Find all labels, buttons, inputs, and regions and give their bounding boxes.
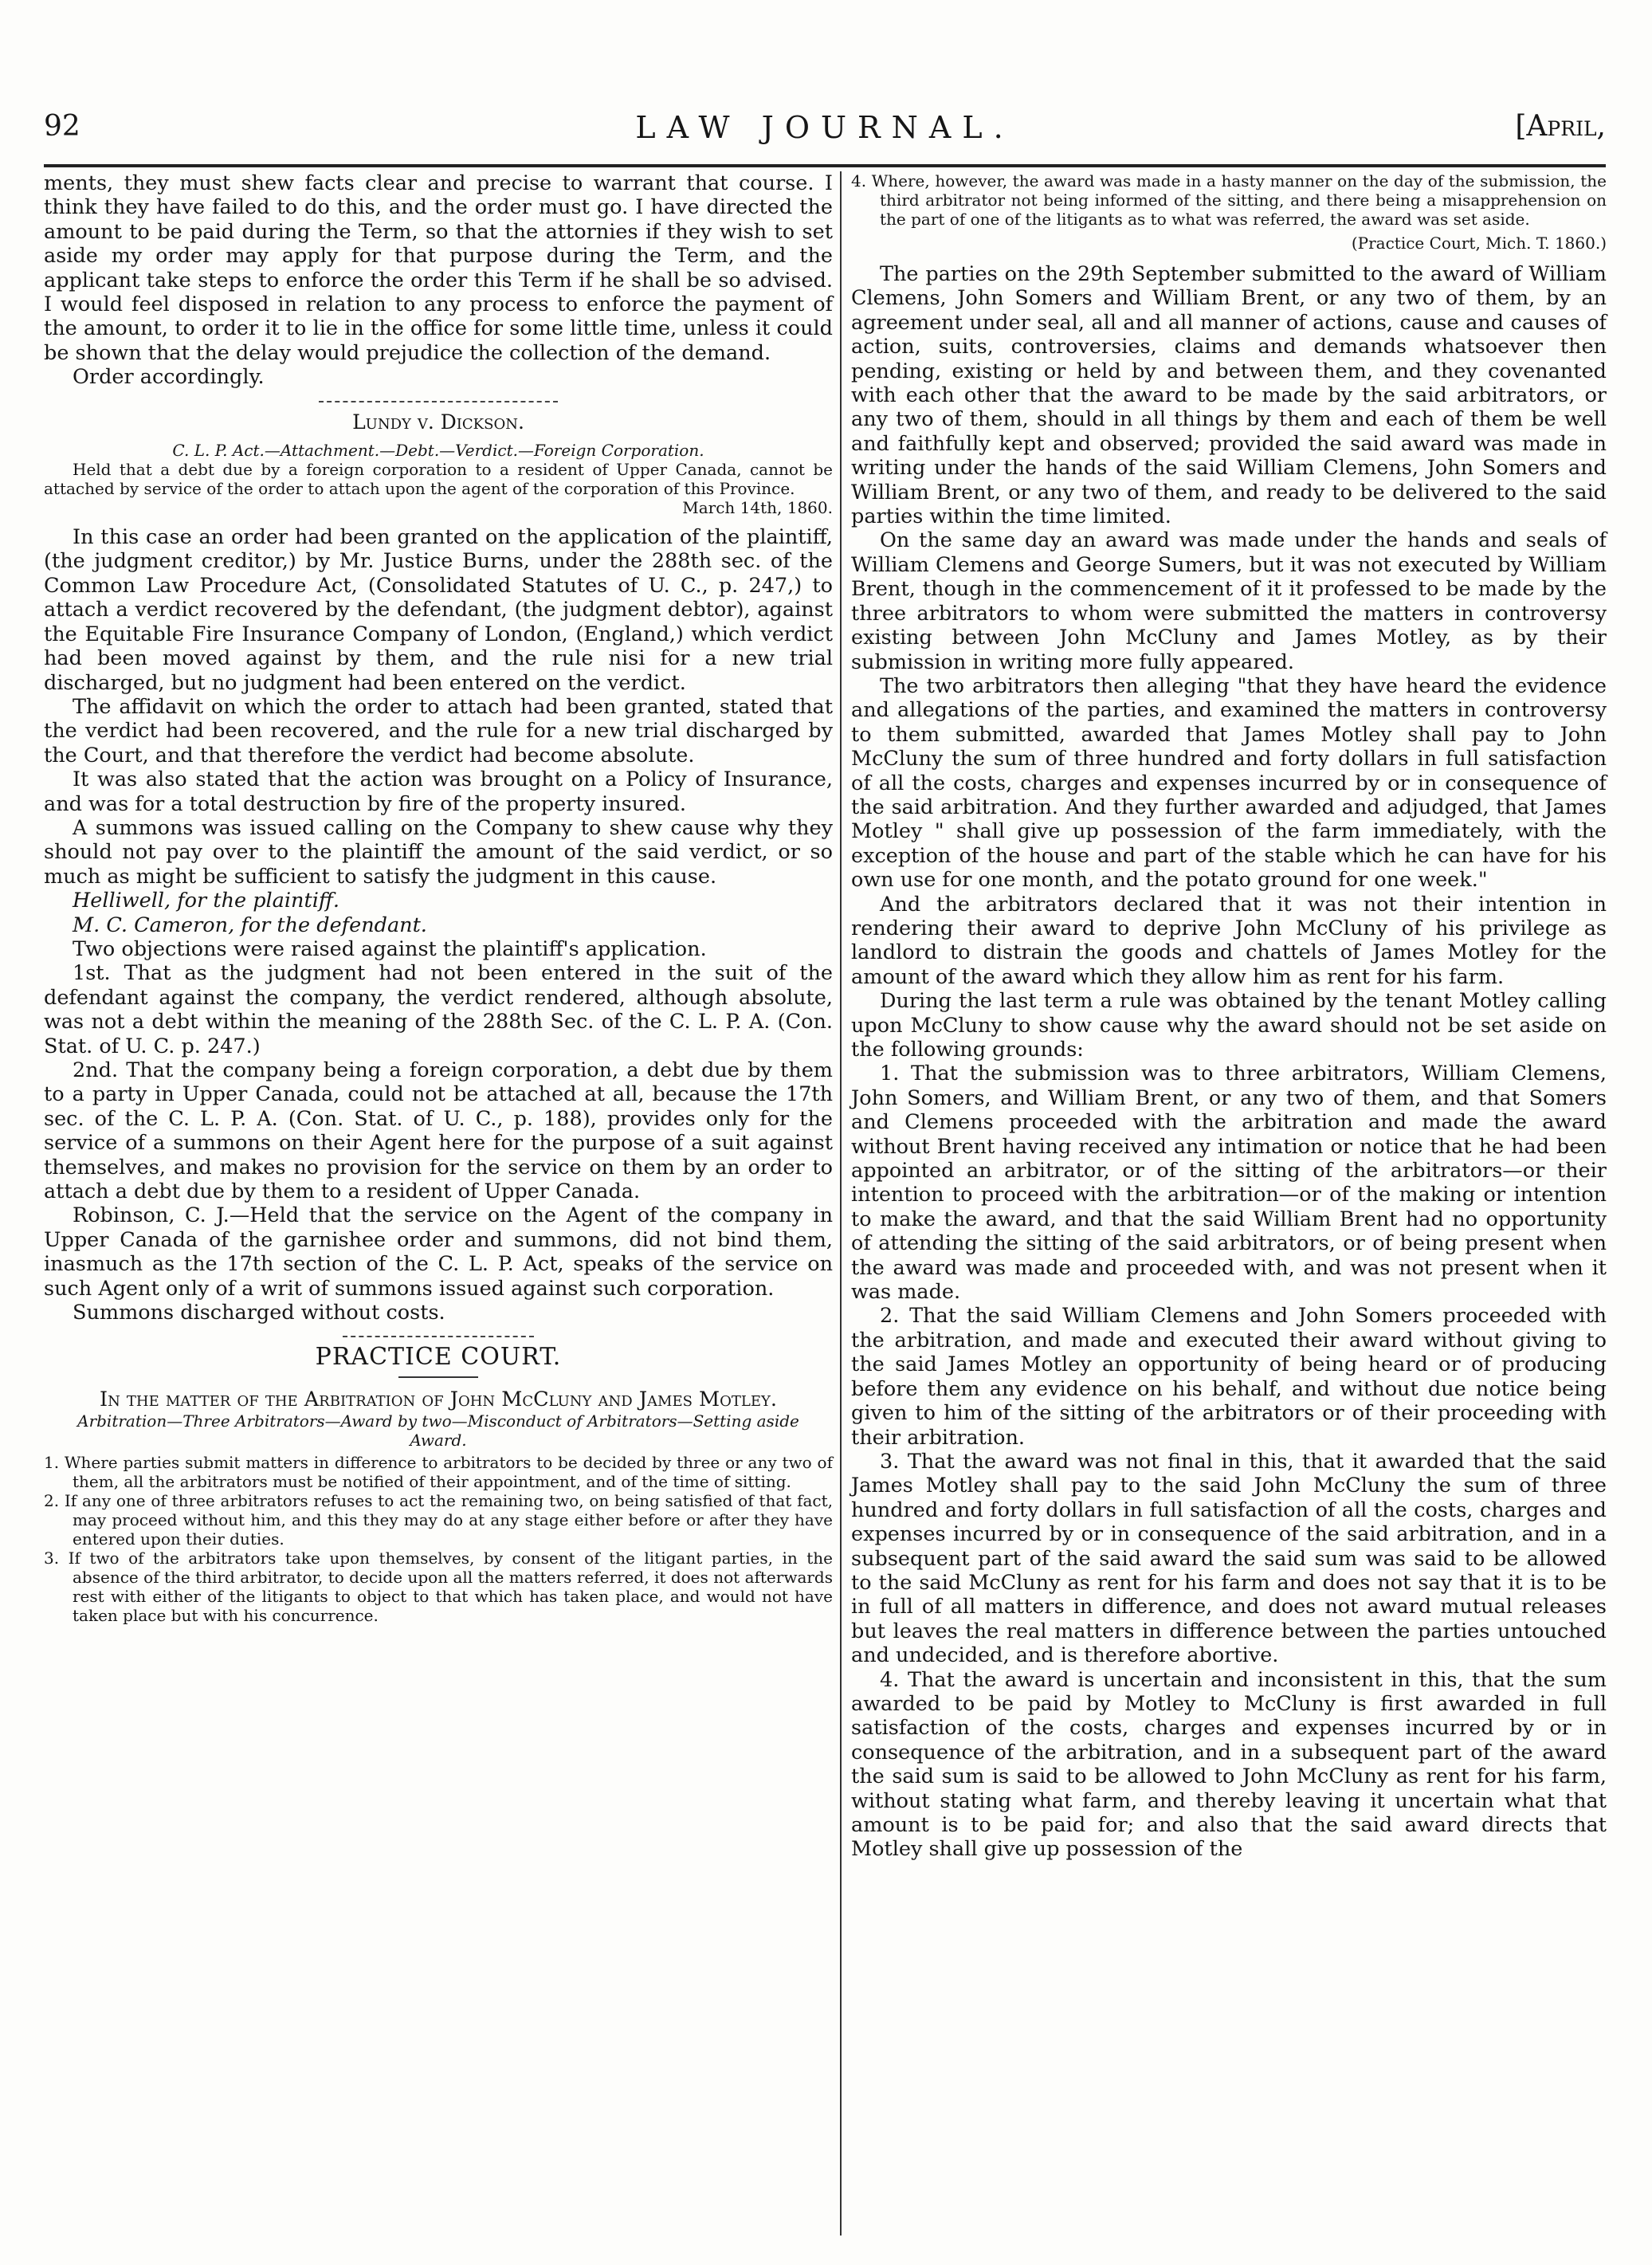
case-date: March 14th, 1860. xyxy=(682,498,833,518)
judgment-paragraph: Robinson, C. J.—Held that the service on the Agent of the company in Upper Canada of the garnishee order and summons, did not bind them, inasmuch as the 17th section of the C. L. P. Act, speaks of the service on such Agent only of a writ of summons issued against such corporation. xyxy=(44,1203,833,1301)
case-headnote: Held that a debt due by a foreign corporation to a resident of Upper Canada, cannot be attached by service of the order to attach upon the agent of the corporation of this Province. xyxy=(44,460,833,499)
headnote-item: 4. Where, however, the award was made in a hasty manner on the day of the submission, the third arbitrator not being informed of the sitting, and there being a misapprehension on the part of one of the litigants as to what was referred, the award was set aside. xyxy=(851,171,1607,229)
section-divider xyxy=(319,401,558,402)
section-title: PRACTICE COURT. xyxy=(315,1343,562,1372)
header-rule xyxy=(44,164,1606,167)
headnote-item: 3. If two of the arbitrators take upon themselves, by consent of the litigant parties, in the absence of the third arbitrator, to decide upon all the matters referred, it does not afterwards rest with either of the litigants to object to that which has taken place, and would not have taken place but with his concurrence. xyxy=(44,1549,833,1626)
opinion-paragraph: During the last term a rule was obtained by the tenant Motley calling upon McCluny to show cause why the award should not be set aside on the following grounds: xyxy=(851,989,1607,1062)
case-paragraph: Two objections were raised against the plaintiff's application. xyxy=(73,936,707,961)
opinion-paragraph: And the arbitrators declared that it was not their intention in rendering their award to deprive John McCluny of his privilege as landlord to distrain the goods and chattels of James Motley for the amount of the award which they allow him as rent for his farm. xyxy=(851,892,1607,989)
ground-item: 1. That the submission was to three arbitrators, William Clemens, John Somers, and William Brent, or any two of them, and that Somers and Clemens proceeded with the arbitration and made the award without Brent having received any intimation or notice that he had been appointed an arbitrator, or of the sitting of the arbitrators—or their intention to proceed with the arbitration—or of the making or intention to make the award, and that the said William Brent had no opportunity of attending the sitting of the said arbitrators, or of being present when the award was made and proceeded with, and was not present when it was made. xyxy=(851,1062,1607,1305)
disposition-line: Summons discharged without costs. xyxy=(73,1301,445,1325)
case-paragraph: 2nd. That the company being a foreign corporation, a debt due by them to a party in Upper Canada, could not be attached at all, because the 17th sec. of the C. L. P. A. (Con. Stat. of U. C., p. 188), provides only for the service of a summons on their Agent here for the purpose of a suit against themselves, and makes no provision for the service on them by an order to attach a debt due by them to a resident of Upper Canada. xyxy=(44,1058,833,1204)
case-title: Lundy v. Dickson. xyxy=(352,410,524,434)
page-number: 92 xyxy=(44,110,80,143)
section-divider xyxy=(343,1336,534,1337)
case-paragraph: The affidavit on which the order to attach had been granted, stated that the verdict had been recovered, and the rule for a new trial discharged by the Court, and that therefore the verdict had become absolute. xyxy=(44,694,833,767)
issue-month: [April, xyxy=(1515,110,1606,143)
court-citation: (Practice Court, Mich. T. 1860.) xyxy=(1351,234,1607,253)
case-paragraph: It was also stated that the action was brought on a Policy of Insurance, and was for a total destruction by fire of the property insured. xyxy=(44,767,833,816)
headnote-item: 1. Where parties submit matters in difference to arbitrators to be decided by three or any two of them, all the arbitrators must be notified of their appointment, and of the time of sitting. xyxy=(44,1453,833,1492)
left-column xyxy=(44,171,833,1625)
case-title: In the matter of the Arbitration of John McCluny and James Motley. xyxy=(100,1387,777,1411)
case-subtitle: C. L. P. Act.—Attachment.—Debt.—Verdict.—Foreign Corporation. xyxy=(172,441,704,461)
ground-item: 4. That the award is uncertain and inconsistent in this, that the sum awarded to be paid by Motley to McCluny is first awarded in full satisfaction of the costs, charges and expenses incurred by or in consequence of the arbitration, and in a subsequent part of the award the said sum is said to be allowed to John McCluny as rent for his farm, without stating what farm, and thereby leaving it uncertain what that amount is to be paid for; and also that the said award directs that Motley shall give up possession of the xyxy=(851,1667,1607,1862)
case-subtitle: Arbitration—Three Arbitrators—Award by two—Misconduct of Arbitrators—Setting aside Award. xyxy=(77,1411,799,1450)
journal-title: LAW JOURNAL. xyxy=(635,110,1014,145)
counsel-plaintiff: Helliwell, for the plaintiff. xyxy=(73,889,340,913)
case-paragraph: 1st. That as the judgment had not been entered in the suit of the defendant against the company, the verdict rendered, although absolute, was not a debt within the meaning of the 288th Sec. of the C. L. P. A. (Con. Stat. of U. C. p. 247.) xyxy=(44,961,833,1058)
counsel-defendant: M. C. Cameron, for the defendant. xyxy=(73,913,427,937)
ground-item: 2. That the said William Clemens and John Somers proceeded with the arbitration, and made and executed their award without giving to the said James Motley an opportunity of being heard or of producing before them any evidence on his behalf, and without due notice being given to him of the sitting of the arbitrators or of their proceeding with their arbitration. xyxy=(851,1304,1607,1450)
case-paragraph: A summons was issued calling on the Company to shew cause why they should not pay over to the plaintiff the amount of the said verdict, or so much as might be sufficient to satisfy the judgment in this cause. xyxy=(44,815,833,889)
opinion-paragraph: The two arbitrators then alleging "that they have heard the evidence and allegations of the parties, and examined the matters in controversy to them submitted, awarded that James Motley shall pay to John McCluny the sum of three hundred and forty dollars in full satisfaction of all the costs, charges and expenses incurred by or in consequence of the said arbitration. And they further awarded and adjudged, that James Motley " shall give up possession of the farm immediately, with the exception of the house and part of the stable which he can have for his own use for one month, and the potato ground for one week." xyxy=(851,673,1607,893)
order-line: Order accordingly. xyxy=(73,365,265,390)
title-rule xyxy=(398,1376,478,1378)
ground-item: 3. That the award was not final in this, that it awarded that the said James Motley shall pay to the said John McCluny the sum of three hundred and forty dollars in full satisfaction of all the costs, charges and expenses incurred by or in consequence of the said arbitration, and in a subsequent part of the said award the said sum was said to be allowed to the said McCluny as rent for his farm and does not say that it is to be in full of all matters in difference, and does not award mutual releases but leaves the real matters in difference between the parties untouched and undecided, and is therefore abortive. xyxy=(851,1449,1607,1668)
headnote-item: 2. If any one of three arbitrators refuses to act the remaining two, on being satisfied of that fact, may proceed without him, and this they may do at any stage either before or after they have entered upon their duties. xyxy=(44,1491,833,1549)
opinion-paragraph: The parties on the 29th September submitted to the award of William Clemens, John Somers and William Brent, or any two of them, by an agreement under seal, all and all manner of actions, cause and causes of action, suits, controversies, claims and demands whatsoever then pending, existing or held by and between them, and they covenanted with each other that the award to be made by the said arbitrators, or any two of them, should in all things by them and each of them be well and faithfully kept and observed; provided the said award was made in writing under the hands of the said William Clemens, John Somers and William Brent, or any two of them, and ready to be delivered to the said parties within the time limited. xyxy=(851,262,1607,529)
opinion-paragraph: On the same day an award was made under the hands and seals of William Clemens and George Sumers, but it was not executed by William Brent, though in the commencement of it it professed to be made by the three arbitrators to whom were submitted the matters in controversy existing between John McCluny and James Motley, as by their submission in writing more fully appeared. xyxy=(851,528,1607,674)
right-column xyxy=(851,171,1607,1862)
case-paragraph: In this case an order had been granted on the application of the plaintiff, (the judgment creditor,) by Mr. Justice Burns, under the 288th sec. of the Common Law Procedure Act, (Consolidated Statutes of U. C., p. 247,) to attach a verdict recovered by the defendant, (the judgment debtor), against the Equitable Fire Insurance Company of London, (England,) which verdict had been moved against by them, and the rule nisi for a new trial discharged, but no judgment had been entered on the verdict. xyxy=(44,525,833,695)
column-divider xyxy=(840,171,842,2236)
continuation-paragraph: ments, they must shew facts clear and precise to warrant that course. I think they have failed to do this, and the order must go. I have directed the amount to be paid during the Term, so that the attornies if they wish to set aside my order may apply for that purpose during the Term, and the applicant take steps to enforce the order this Term if he shall be so advised. I would feel disposed in relation to any process to enforce the payment of the amount, to order it to lie in the office for some little time, unless it could be shown that the delay would prejudice the collection of the demand. xyxy=(44,171,833,365)
page-header xyxy=(44,110,1606,158)
